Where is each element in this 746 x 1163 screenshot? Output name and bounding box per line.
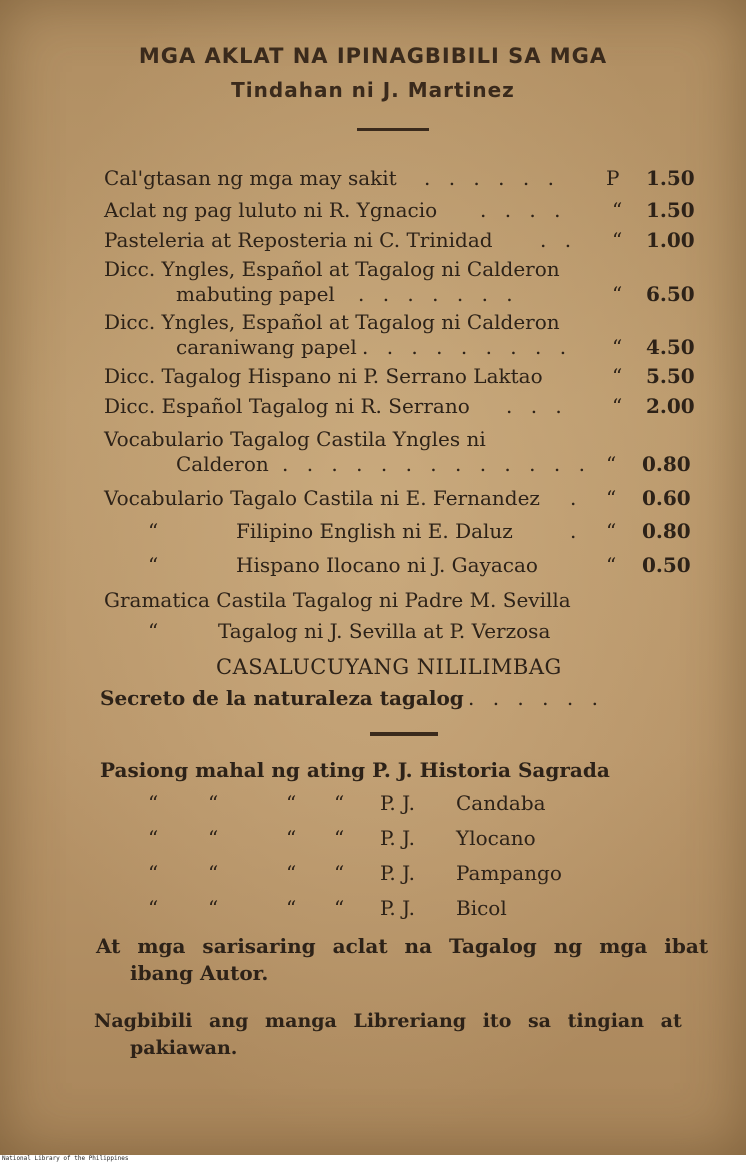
leader-dots: . . — [540, 228, 578, 252]
ditto-mark: “ — [208, 826, 219, 850]
book-price: 0.50 — [642, 553, 691, 577]
currency-mark: “ — [612, 228, 623, 252]
ditto-mark: “ — [334, 861, 345, 885]
ditto-mark: “ — [148, 896, 159, 920]
leader-dots: . — [570, 486, 583, 510]
pasiong-edition: Bicol — [456, 896, 507, 920]
note-line: pakiawan. — [130, 1037, 238, 1059]
ditto-mark: “ — [208, 791, 219, 815]
ditto-mark: “ — [148, 519, 159, 543]
pasiong-edition: Candaba — [456, 791, 546, 815]
section-divider — [370, 732, 438, 736]
book-price: 6.50 — [646, 282, 695, 306]
book-title: Vocabulario Tagalog Castila Yngles ni — [104, 427, 486, 451]
ditto-mark: “ — [148, 553, 159, 577]
gramatica-line: Gramatica Castila Tagalog ni Padre M. Sevilla — [104, 588, 571, 612]
leader-dots: . . . — [506, 394, 568, 418]
currency-mark: “ — [606, 452, 617, 476]
currency-mark: “ — [612, 394, 623, 418]
leader-dots: . . . . . . — [424, 166, 560, 190]
note-line: At mga sarisaring aclat na Tagalog ng mga ibat — [96, 934, 709, 958]
book-title: Vocabulario Tagalo Castila ni E. Fernandez — [104, 486, 540, 510]
ditto-mark: “ — [208, 861, 219, 885]
leader-dots: . . . . — [480, 198, 567, 222]
currency-mark: P — [606, 166, 620, 190]
ditto-mark: “ — [334, 896, 345, 920]
pasiong-edition: Pampango — [456, 861, 562, 885]
ditto-mark: “ — [148, 619, 159, 643]
footer-credit: National Library of the Philippines — [2, 1155, 129, 1162]
currency-mark: “ — [606, 553, 617, 577]
ditto-mark: “ — [334, 826, 345, 850]
currency-mark: “ — [606, 519, 617, 543]
page-subtitle: Tindahan ni J. Martinez — [231, 78, 515, 102]
book-title: Dicc. Español Tagalog ni R. Serrano — [104, 394, 470, 418]
book-price: 1.50 — [646, 166, 695, 190]
title-divider — [357, 128, 429, 131]
ditto-mark: “ — [208, 896, 219, 920]
leader-dots: . . . . . . . . . . . . . — [282, 452, 591, 476]
section-heading: CASALUCUYANG NILILIMBAG — [216, 655, 562, 679]
pasiong-line: Pasiong mahal ng ating P. J. Historia Sagrada — [100, 758, 610, 782]
ditto-mark: “ — [286, 791, 297, 815]
book-price: 0.80 — [642, 519, 691, 543]
book-price: 4.50 — [646, 335, 695, 359]
book-title-continued: Calderon — [176, 452, 269, 476]
book-price: 0.60 — [642, 486, 691, 510]
page-title: MGA AKLAT NA IPINAGBIBILI SA MGA — [138, 44, 608, 68]
pj-label: P. J. — [380, 826, 415, 850]
ditto-mark: “ — [286, 861, 297, 885]
book-title: Cal'gtasan ng mga may sakit — [104, 166, 397, 190]
section-item: Secreto de la naturaleza tagalog — [100, 686, 464, 710]
pasiong-edition: Ylocano — [456, 826, 536, 850]
book-title: Dicc. Yngles, Español at Tagalog ni Calderon — [104, 310, 560, 334]
leader-dots: . — [570, 519, 583, 543]
footer-bar — [0, 1155, 746, 1163]
currency-mark: “ — [612, 335, 623, 359]
book-title: Aclat ng pag luluto ni R. Ygnacio — [104, 198, 438, 222]
book-price: 1.00 — [646, 228, 695, 252]
book-title-continued: caraniwang papel — [176, 335, 357, 359]
ditto-mark: “ — [286, 896, 297, 920]
ditto-mark: “ — [148, 826, 159, 850]
currency-mark: “ — [612, 364, 623, 388]
ditto-mark: “ — [334, 791, 345, 815]
gramatica-line-2: Tagalog ni J. Sevilla at P. Verzosa — [218, 619, 551, 643]
note-line: ibang Autor. — [130, 961, 269, 985]
book-title: Pasteleria at Reposteria ni C. Trinidad — [104, 228, 493, 252]
pj-label: P. J. — [380, 791, 415, 815]
ditto-mark: “ — [286, 826, 297, 850]
book-title: Dicc. Tagalog Hispano ni P. Serrano Laktao — [104, 364, 543, 388]
book-title: Dicc. Yngles, Español at Tagalog ni Calderon — [104, 257, 560, 281]
pj-label: P. J. — [380, 861, 415, 885]
book-price: 2.00 — [646, 394, 695, 418]
currency-mark: “ — [612, 198, 623, 222]
currency-mark: “ — [606, 486, 617, 510]
book-price: 0.80 — [642, 452, 691, 476]
book-price: 1.50 — [646, 198, 695, 222]
leader-dots: . . . . . . . . . — [362, 335, 573, 359]
note-line: Nagbibili ang manga Libreriang ito sa tingian at — [94, 1010, 682, 1032]
leader-dots: . . . . . . . — [358, 282, 519, 306]
leader-dots: . . . . . . — [468, 686, 604, 710]
pj-label: P. J. — [380, 896, 415, 920]
book-price: 5.50 — [646, 364, 695, 388]
book-title: Filipino English ni E. Daluz — [236, 519, 513, 543]
book-title-continued: mabuting papel — [176, 282, 335, 306]
ditto-mark: “ — [148, 861, 159, 885]
currency-mark: “ — [612, 282, 623, 306]
book-title: Hispano Ilocano ni J. Gayacao — [236, 553, 538, 577]
ditto-mark: “ — [148, 791, 159, 815]
